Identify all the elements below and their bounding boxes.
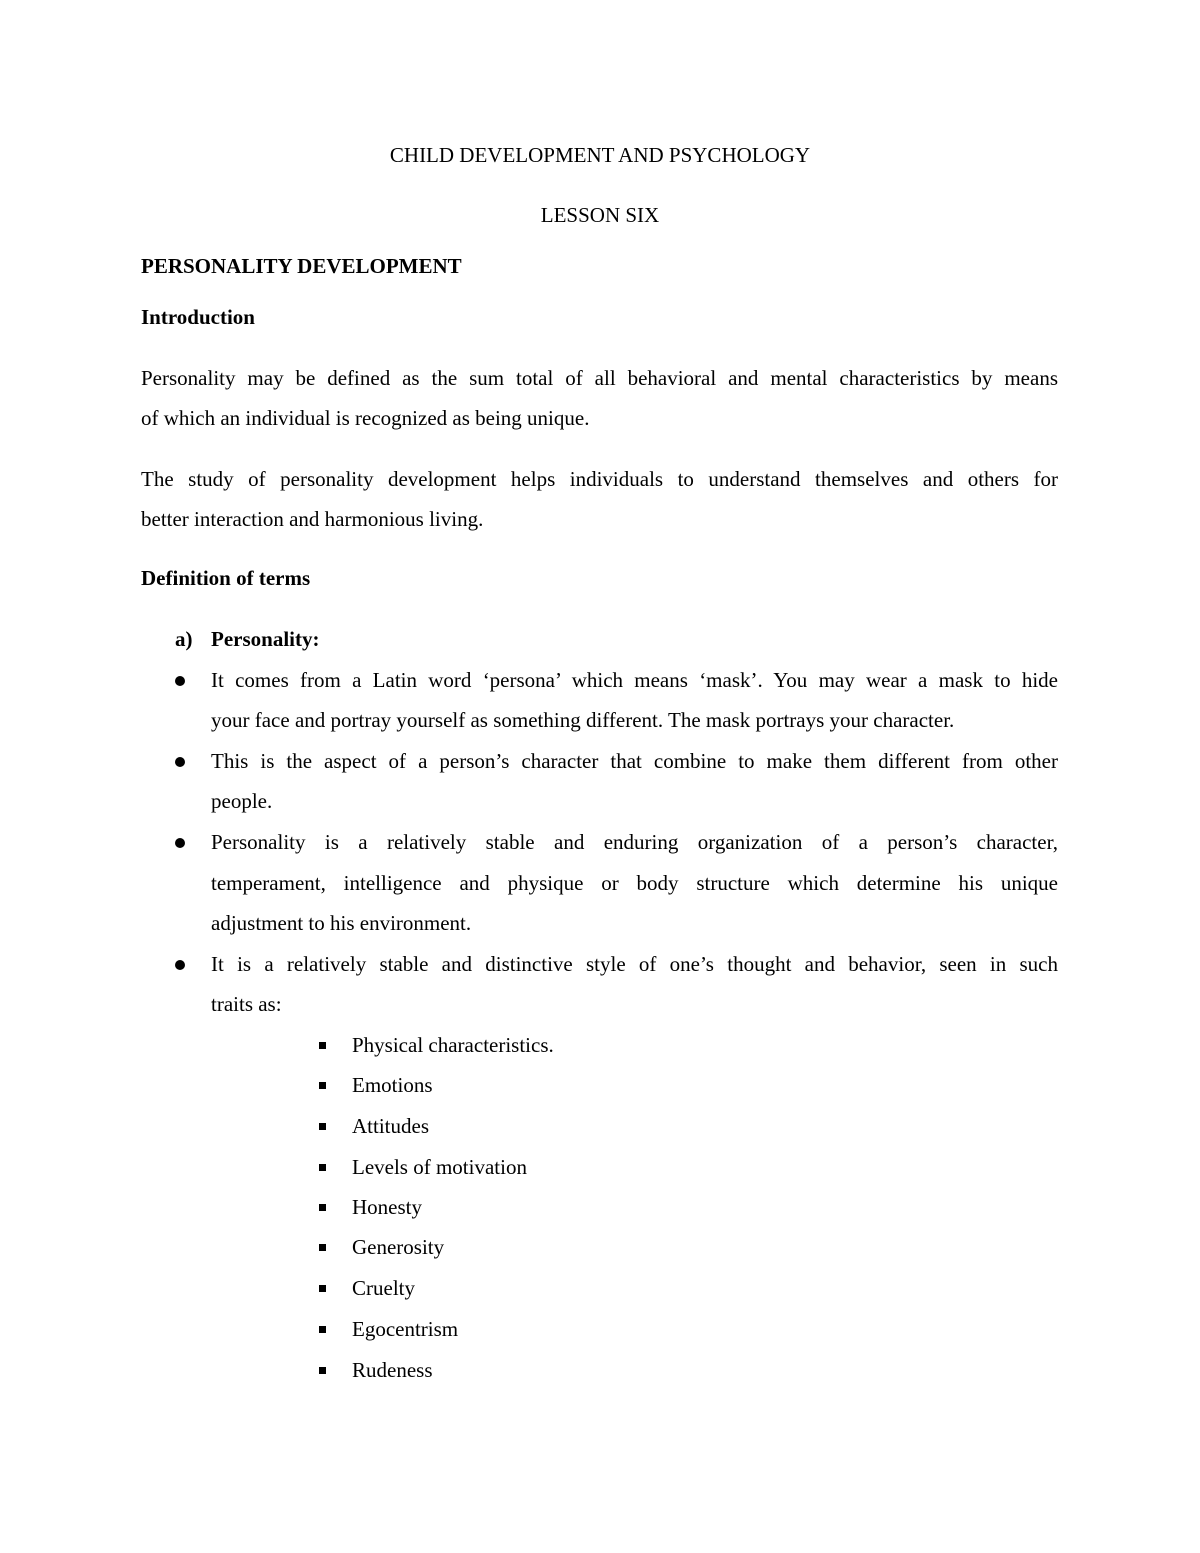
bullet-4-line-2: traits as: bbox=[211, 992, 282, 1016]
bullet-4-line-1: It is a relatively stable and distinctive style of one’s thought and behavior, seen in such bbox=[211, 952, 1058, 976]
square-bullet bbox=[319, 1123, 326, 1130]
trait-item: Physical characteristics. bbox=[352, 1033, 554, 1057]
trait-item: Honesty bbox=[352, 1195, 422, 1219]
bullet-dot bbox=[175, 960, 185, 970]
bullet-1-line-1: It comes from a Latin word ‘persona’ which means ‘mask’. You may wear a mask to hide bbox=[211, 668, 1058, 692]
bullet-2-line-2: people. bbox=[211, 789, 273, 813]
lesson-title: LESSON SIX bbox=[540, 203, 660, 227]
bullet-1-line-2: your face and portray yourself as something different. The mask portrays your character. bbox=[211, 708, 955, 732]
trait-item: Emotions bbox=[352, 1073, 433, 1097]
square-bullet bbox=[319, 1285, 326, 1292]
trait-item: Levels of motivation bbox=[352, 1155, 527, 1179]
square-bullet bbox=[319, 1326, 326, 1333]
bullet-3-line-3: adjustment to his environment. bbox=[211, 911, 472, 935]
bullet-3-line-1: Personality is a relatively stable and enduring organization of a person’s character, bbox=[211, 830, 1058, 854]
square-bullet bbox=[319, 1164, 326, 1171]
definitions-heading: Definition of terms bbox=[141, 566, 311, 590]
bullet-3-line-2: temperament, intelligence and physique or body structure which determine his unique bbox=[211, 871, 1058, 895]
introduction-heading: Introduction bbox=[141, 305, 255, 329]
square-bullet bbox=[319, 1204, 326, 1211]
trait-item: Rudeness bbox=[352, 1358, 433, 1382]
trait-item: Egocentrism bbox=[352, 1317, 459, 1341]
intro-paragraph-2-line-1: The study of personality development helps individuals to understand themselves and others for bbox=[141, 467, 1058, 491]
trait-item: Attitudes bbox=[352, 1114, 429, 1138]
item-a-term: Personality: bbox=[211, 627, 320, 651]
intro-paragraph-1-line-1: Personality may be defined as the sum total of all behavioral and mental characteristics by means bbox=[141, 366, 1058, 390]
trait-item: Cruelty bbox=[352, 1276, 415, 1300]
bullet-dot bbox=[175, 838, 185, 848]
course-title: CHILD DEVELOPMENT AND PSYCHOLOGY bbox=[389, 143, 811, 167]
item-a-marker: a) bbox=[175, 627, 193, 651]
topic-heading: PERSONALITY DEVELOPMENT bbox=[141, 254, 462, 278]
intro-paragraph-2-line-2: better interaction and harmonious living. bbox=[141, 507, 484, 531]
bullet-dot bbox=[175, 757, 185, 767]
square-bullet bbox=[319, 1367, 326, 1374]
trait-item: Generosity bbox=[352, 1235, 445, 1259]
intro-paragraph-1-line-2: of which an individual is recognized as being unique. bbox=[141, 406, 590, 430]
square-bullet bbox=[319, 1082, 326, 1089]
bullet-dot bbox=[175, 676, 185, 686]
square-bullet bbox=[319, 1244, 326, 1251]
square-bullet bbox=[319, 1042, 326, 1049]
bullet-2-line-1: This is the aspect of a person’s character that combine to make them different from other bbox=[211, 749, 1058, 773]
